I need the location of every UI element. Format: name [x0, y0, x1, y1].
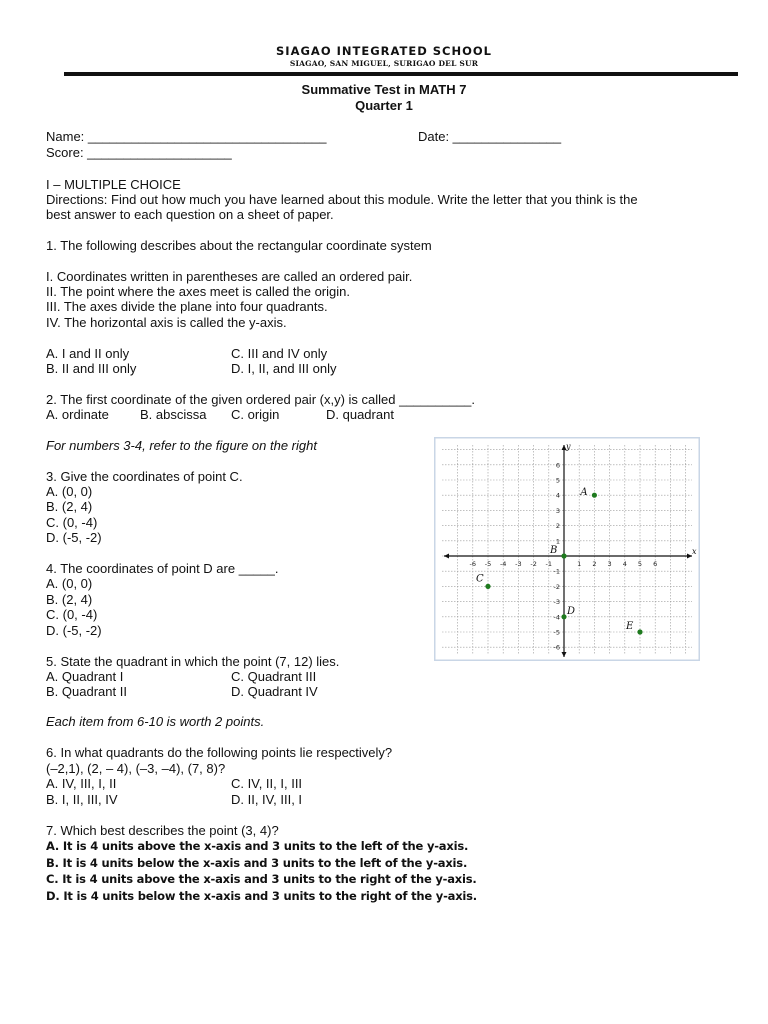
y-tick-label: -2 — [553, 582, 560, 591]
q1-statement-4: IV. The horizontal axis is called the y-axis. — [46, 315, 287, 330]
y-tick-label: -6 — [553, 643, 560, 652]
q2-option-b: B. abscissa — [140, 407, 207, 422]
q1-statement-2: II. The point where the axes meet is called the origin. — [46, 284, 350, 299]
q2-stem: 2. The first coordinate of the given ordered pair (x,y) is called __________. — [46, 392, 476, 407]
point-c — [485, 584, 490, 589]
q5-option-b: B. Quadrant II — [46, 684, 127, 699]
directions-line-1: Directions: Find out how much you have learned about this module. Write the letter that you think is the — [46, 192, 638, 207]
point-label-c: C — [476, 573, 484, 585]
x-tick-label: 6 — [653, 560, 658, 568]
q5-option-a: A. Quadrant I — [46, 669, 124, 684]
x-tick-label: -2 — [530, 560, 537, 568]
q1-option-c: C. III and IV only — [231, 346, 328, 361]
y-axis-label: y — [566, 442, 571, 451]
q7-option-a: A. It is 4 units above the x-axis and 3 units to the left of the y-axis. — [46, 839, 469, 853]
q1-option-a: A. I and II only — [46, 346, 130, 361]
test-title: Summative Test in MATH 7 — [301, 82, 467, 97]
test-quarter: Quarter 1 — [355, 98, 413, 113]
point-label-a: A — [580, 487, 588, 499]
q7-option-b: B. It is 4 units below the x-axis and 3 units to the left of the y-axis. — [46, 856, 468, 870]
q5-option-c: C. Quadrant III — [231, 669, 317, 684]
q3-option-b: B. (2, 4) — [46, 499, 93, 514]
x-tick-label: -5 — [484, 560, 492, 568]
q7-stem: 7. Which best describes the point (3, 4)? — [46, 823, 279, 838]
q4-option-d: D. (-5, -2) — [46, 623, 102, 638]
q6-option-d: D. II, IV, III, I — [231, 792, 303, 807]
x-tick-label: -1 — [545, 560, 553, 568]
x-axis-label: x — [692, 547, 697, 556]
y-tick-label: 3 — [555, 506, 560, 515]
q7-option-c: C. It is 4 units above the x-axis and 3 units to the right of the y-axis. — [46, 872, 477, 886]
q1-statement-3: III. The axes divide the plane into four quadrants. — [46, 299, 328, 314]
y-tick-label: 4 — [555, 491, 560, 500]
q1-statement-1: I. Coordinates written in parentheses are called an ordered pair. — [46, 269, 413, 284]
x-tick-label: -4 — [499, 560, 507, 568]
score-field: Score: ____________________ — [46, 145, 232, 160]
x-tick-label: 3 — [607, 560, 612, 568]
x-tick-label: -6 — [469, 560, 477, 568]
q5-stem: 5. State the quadrant in which the point (7, 12) lies. — [46, 654, 340, 669]
figure-frame — [435, 438, 700, 661]
q3-option-a: A. (0, 0) — [46, 484, 93, 499]
y-tick-label: -5 — [553, 628, 560, 637]
q4-option-c: C. (0, -4) — [46, 607, 98, 622]
note-items-3-4: For numbers 3-4, refer to the figure on the right — [46, 438, 317, 453]
q5-option-d: D. Quadrant IV — [231, 684, 318, 699]
q6-option-a: A. IV, III, I, II — [46, 776, 117, 791]
x-tick-label: 5 — [637, 560, 643, 568]
q4-option-b: B. (2, 4) — [46, 592, 93, 607]
y-tick-label: -4 — [553, 613, 560, 622]
q2-option-a: A. ordinate — [46, 407, 109, 422]
y-tick-label: 1 — [555, 537, 560, 546]
q2-option-c: C. origin — [231, 407, 280, 422]
x-tick-label: 4 — [622, 560, 627, 568]
y-tick-label: 6 — [555, 461, 560, 470]
point-label-d: D — [567, 605, 576, 617]
x-tick-label: 2 — [592, 560, 597, 568]
date-field: Date: _______________ — [418, 129, 562, 144]
q3-option-d: D. (-5, -2) — [46, 530, 102, 545]
school-name: SIAGAO INTEGRATED SCHOOL — [276, 44, 492, 58]
y-tick-label: -1 — [553, 567, 560, 576]
q6-stem: 6. In what quadrants do the following points lie respectively? — [46, 745, 393, 760]
q1-option-b: B. II and III only — [46, 361, 137, 376]
name-field: Name: _________________________________ — [46, 129, 327, 144]
q4-stem: 4. The coordinates of point D are _____. — [46, 561, 279, 576]
q6-option-b: B. I, II, III, IV — [46, 792, 118, 807]
header-divider — [64, 72, 738, 76]
x-tick-label: 1 — [577, 560, 582, 568]
point-d — [561, 614, 566, 619]
school-address: SIAGAO, SAN MIGUEL, SURIGAO DEL SUR — [289, 59, 479, 68]
q1-option-d: D. I, II, and III only — [231, 361, 337, 376]
q3-stem: 3. Give the coordinates of point C. — [46, 469, 243, 484]
point-label-e: E — [626, 621, 634, 632]
y-tick-label: -3 — [553, 598, 560, 607]
point-b — [561, 553, 566, 558]
q6-points: (–2,1), (2, – 4), (–3, –4), (7, 8)? — [46, 761, 226, 776]
q2-option-d: D. quadrant — [326, 407, 394, 422]
q1-stem: 1. The following describes about the rectangular coordinate system — [46, 238, 432, 253]
point-e — [637, 629, 642, 634]
y-tick-label: 2 — [555, 522, 560, 531]
q4-option-a: A. (0, 0) — [46, 576, 93, 591]
point-a — [592, 493, 597, 498]
section-title: I – MULTIPLE CHOICE — [46, 177, 181, 192]
y-tick-label: 5 — [555, 476, 560, 485]
note-items-6-10: Each item from 6-10 is worth 2 points. — [46, 714, 265, 729]
q6-option-c: C. IV, II, I, III — [231, 776, 303, 791]
q7-option-d: D. It is 4 units below the x-axis and 3 units to the right of the y-axis. — [46, 889, 477, 903]
x-tick-label: -3 — [515, 560, 522, 568]
q3-option-c: C. (0, -4) — [46, 515, 98, 530]
directions-line-2: best answer to each question on a sheet of paper. — [46, 207, 334, 222]
point-label-b: B — [550, 545, 558, 556]
coordinate-plane-figure — [434, 437, 700, 661]
